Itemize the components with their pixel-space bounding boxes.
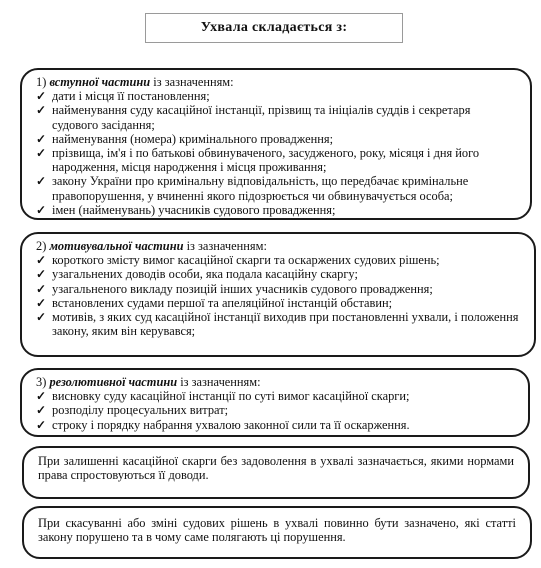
list-item: ✓ висновку суду касаційної інстанції по суті вимог касаційної скарги; xyxy=(36,389,410,404)
list-item: ✓ короткого змісту вимог касаційної скарги та оскаржених судових рішень; xyxy=(36,253,440,268)
checkmark-icon: ✓ xyxy=(36,131,47,146)
checkmark-icon: ✓ xyxy=(36,310,47,325)
list-item: ✓ мотивів, з яких суд касаційної інстанції виходив при постановленні ухвали, і положення закону, яким він керувався; xyxy=(36,310,519,339)
section-heading xyxy=(36,239,520,253)
section-suffix: із зазначенням: xyxy=(183,239,267,253)
checkmark-icon: ✓ xyxy=(36,267,47,282)
section-term: резолютивної частини xyxy=(49,375,178,389)
checkmark-icon: ✓ xyxy=(36,403,47,418)
list-item: ✓ узагальненого викладу позицій інших учасників судового провадження; xyxy=(36,281,433,296)
section-heading xyxy=(36,375,514,389)
section-number: 1) xyxy=(36,75,47,89)
section-operative-box xyxy=(20,368,530,437)
checkmark-icon: ✓ xyxy=(36,174,47,189)
list-item: ✓ закону України про кримінальну відповідальність, що передбачає кримінальне правопорушення, у вчиненні якого підозрюється чи обвинувачується особа; xyxy=(36,174,469,203)
section-number: 3) xyxy=(36,375,47,389)
checkmark-icon: ✓ xyxy=(36,281,47,296)
section-term: мотивувальної частини xyxy=(49,239,184,253)
list-item: ✓ імен (найменувань) учасників судового провадження; xyxy=(36,202,336,217)
checkmark-icon: ✓ xyxy=(36,389,47,404)
list-item: ✓ найменування (номера) кримінального провадження; xyxy=(36,131,334,146)
section-heading xyxy=(36,75,516,89)
checkmark-icon: ✓ xyxy=(36,103,47,118)
section-number: 2) xyxy=(36,239,47,253)
list-item: ✓ узагальнених доводів особи, яка подала касаційну скаргу; xyxy=(36,267,358,282)
section-suffix: із зазначенням: xyxy=(177,375,261,389)
checkmark-icon: ✓ xyxy=(36,89,47,104)
list-item: ✓ строку і порядку набрання ухвалою законної сили та її оскарження. xyxy=(36,417,410,432)
checkmark-icon: ✓ xyxy=(36,146,47,161)
checkmark-icon: ✓ xyxy=(36,253,47,268)
section-term: вступної частини xyxy=(49,75,151,89)
note-box-reversal: При скасуванні або зміні судових рішень в ухвалі повинно бути зазначено, які статті закону порушено та в чому саме полягають ці порушення. xyxy=(22,506,532,559)
list-item: ✓ встановлених судами першої та апеляційної інстанцій обставин; xyxy=(36,295,393,310)
checkmark-icon: ✓ xyxy=(36,202,47,217)
note-box-dismissal: При залишенні касаційної скарги без задоволення в ухвалі зазначається, якими нормами права спростовуються її доводи. xyxy=(22,446,530,499)
checkmark-icon: ✓ xyxy=(36,295,47,310)
diagram-title: Ухвала складається з: xyxy=(145,13,403,43)
section-suffix: із зазначенням: xyxy=(150,75,234,89)
list-item: ✓ дати і місця її постановлення; xyxy=(36,89,210,104)
list-item: ✓ прізвища, ім'я і по батькові обвинуваченого, засудженого, року, місяця і дня його народження, місця народження і місця проживання; xyxy=(36,146,480,175)
section-intro-box xyxy=(20,68,532,220)
list-item: ✓ найменування суду касаційної інстанції, прізвищ та ініціалів суддів і секретаря судового засідання; xyxy=(36,103,471,132)
section-reasoning-box xyxy=(20,232,536,357)
checkmark-icon: ✓ xyxy=(36,417,47,432)
list-item: ✓ розподілу процесуальних витрат; xyxy=(36,403,229,418)
